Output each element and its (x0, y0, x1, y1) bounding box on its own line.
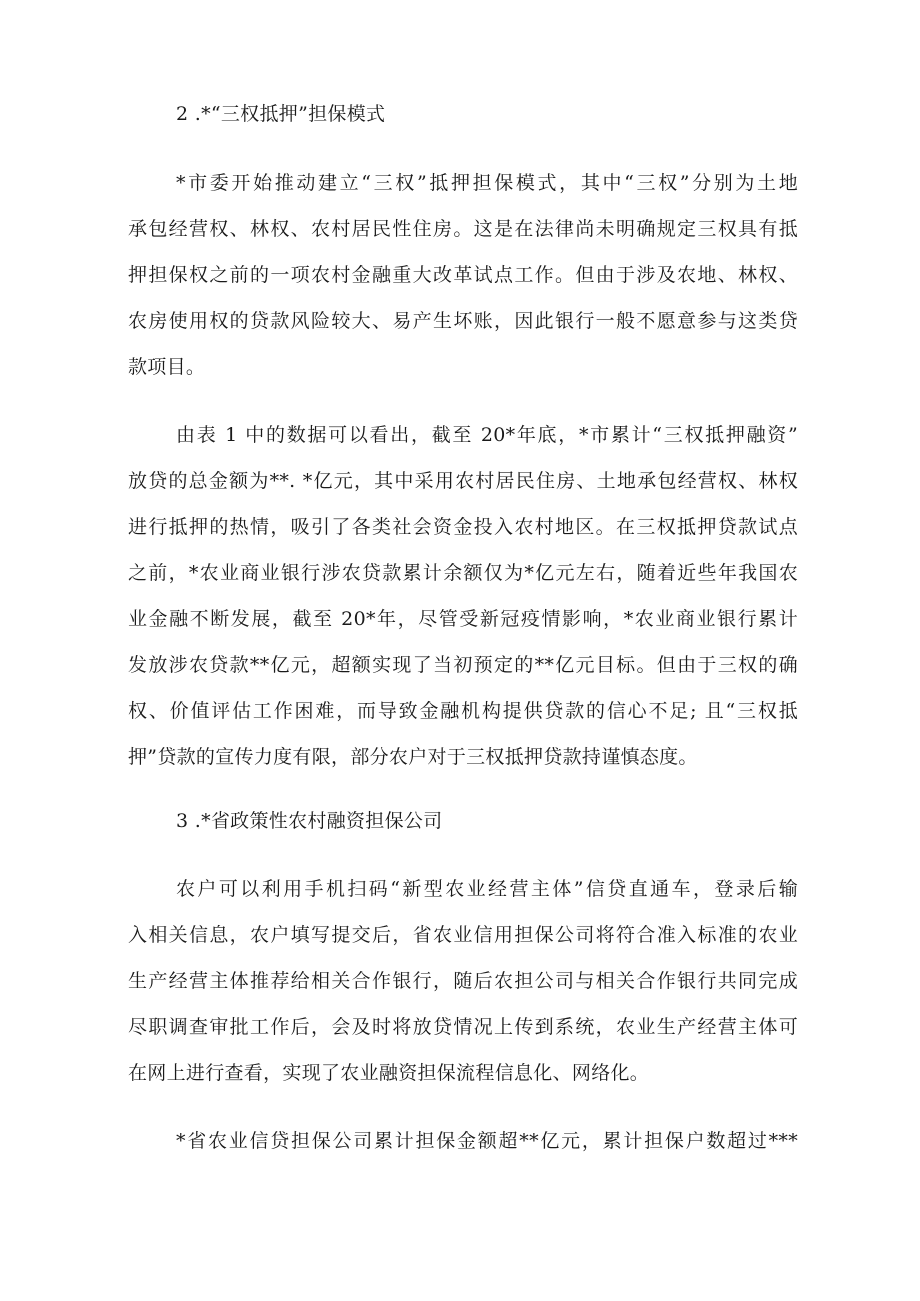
paragraph-line: 农房使用权的贷款风险较大、易产生坏账，因此银行一般不愿意参与这类贷 (128, 310, 798, 332)
paragraph-line: 入相关信息，农户填写提交后，省农业信用担保公司将符合准入标准的农业 (128, 924, 798, 946)
paragraph-line: 尽职调查审批工作后，会及时将放贷情况上传到系统，农业生产经营主体可 (128, 1016, 798, 1038)
paragraph-line: 业金融不断发展，截至 20*年，尽管受新冠疫情影响，*农业商业银行累计 (128, 608, 798, 630)
paragraph-line: 押”贷款的宣传力度有限，部分农户对于三权抵押贷款持谨慎态度。 (128, 746, 698, 768)
paragraph-line: 在网上进行查看，实现了农业融资担保流程信息化、网络化。 (128, 1062, 650, 1084)
paragraph-line: 之前，*农业商业银行涉农贷款累计余额仅为*亿元左右，随着近些年我国农 (128, 562, 798, 584)
paragraph-line: 放贷的总金额为**. *亿元，其中采用农村居民住房、土地承包经营权、林权 (128, 470, 798, 492)
paragraph-line: 款项目。 (128, 356, 206, 378)
paragraph-line: 发放涉农贷款**亿元，超额实现了当初预定的**亿元目标。但由于三权的确 (128, 654, 798, 676)
section-heading-3: 3 .*省政策性农村融资担保公司 (176, 810, 443, 832)
paragraph-line: 进行抵押的热情，吸引了各类社会资金投入农村地区。在三权抵押贷款试点 (128, 516, 798, 538)
paragraph-line: 承包经营权、林权、农村居民性住房。这是在法律尚未明确规定三权具有抵 (128, 218, 798, 240)
paragraph-line: 农户可以利用手机扫码“新型农业经营主体”信贷直通车，登录后输 (176, 878, 798, 900)
paragraph-line: 由表 1 中的数据可以看出，截至 20*年底，*市累计“三权抵押融资” (176, 424, 798, 446)
paragraph-line: *省农业信贷担保公司累计担保金额超**亿元，累计担保户数超过*** (176, 1130, 798, 1152)
paragraph-line: 生产经营主体推荐给相关合作银行，随后农担公司与相关合作银行共同完成 (128, 970, 798, 992)
paragraph-line: 押担保权之前的一项农村金融重大改革试点工作。但由于涉及农地、林权、 (128, 264, 798, 286)
section-heading-2: 2 .*“三权抵押”担保模式 (176, 103, 386, 125)
paragraph-line: 权、价值评估工作困难，而导致金融机构提供贷款的信心不足; 且“三权抵 (128, 700, 798, 722)
paragraph-line: *市委开始推动建立“三权”抵押担保模式，其中“三权”分别为土地 (176, 172, 798, 194)
